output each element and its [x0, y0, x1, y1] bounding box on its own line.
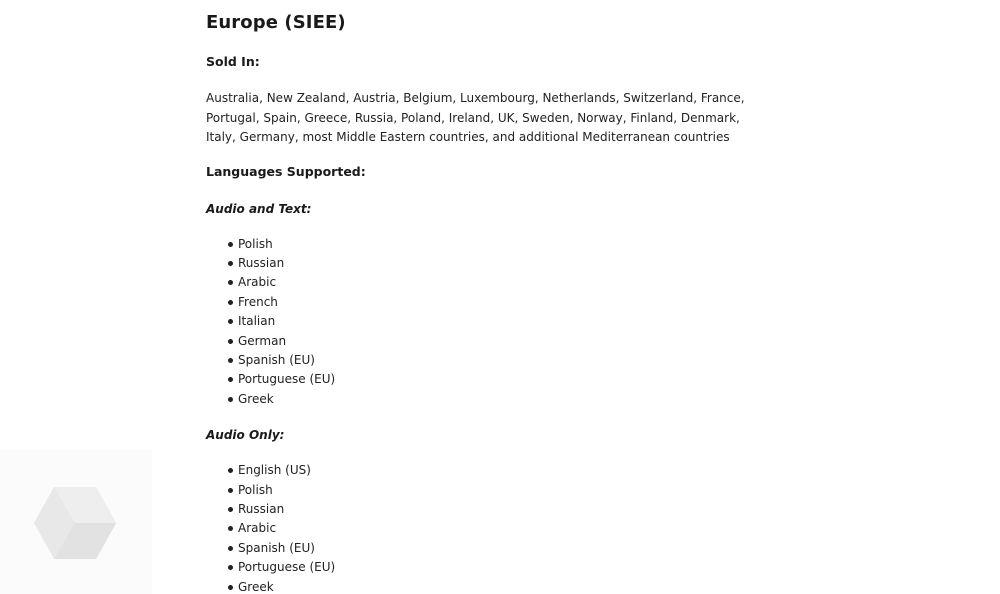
list-item: Spanish (EU) — [228, 351, 766, 370]
hexagon-cube-icon — [34, 487, 116, 559]
sold-in-label: Sold In: — [206, 54, 260, 69]
audio-and-text-list — [206, 235, 766, 410]
list-item: Polish — [228, 235, 766, 254]
languages-supported-label: Languages Supported: — [206, 163, 366, 179]
audio-and-text-label: Audio and Text: — [206, 201, 312, 216]
list-item: Portuguese (EU) — [228, 370, 766, 389]
list-item: German — [228, 332, 766, 351]
list-item: French — [228, 293, 766, 312]
region-title: Europe (SIEE) — [206, 12, 346, 33]
audio-only-list — [206, 461, 766, 594]
list-item: English (US) — [228, 461, 766, 480]
list-item: Italian — [228, 312, 766, 331]
audio-only-label: Audio Only: — [206, 428, 285, 443]
list-item: Polish — [228, 481, 766, 500]
list-item: Russian — [228, 500, 766, 519]
region-section — [206, 10, 766, 594]
list-item: Greek — [228, 578, 766, 594]
sold-in-countries: Australia, New Zealand, Austria, Belgium, Luxembourg, Netherlands, Switzerland, France, Portugal, Spain, Greece, Russia, Poland, Ireland, UK, Sweden, Norway, Finland, Denmark, Italy, Germany, most Middle Eastern countries, and additional Mediterranean countries — [206, 91, 745, 144]
list-item: Arabic — [228, 519, 766, 538]
list-item: Arabic — [228, 273, 766, 292]
list-item: Portuguese (EU) — [228, 558, 766, 577]
list-item: Greek — [228, 390, 766, 409]
list-item: Spanish (EU) — [228, 539, 766, 558]
list-item: Russian — [228, 254, 766, 273]
